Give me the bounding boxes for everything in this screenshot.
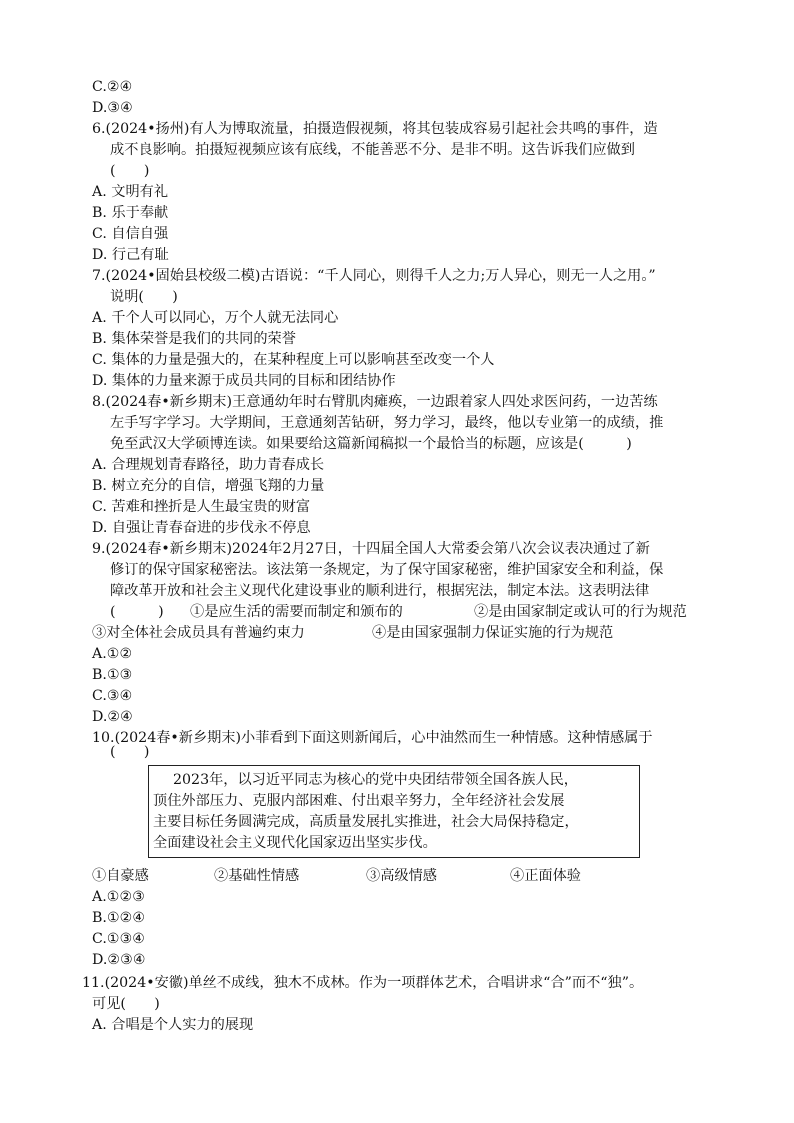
option-text: ②④: [106, 79, 133, 95]
option-label: D.: [92, 952, 108, 968]
option-text: 千个人可以同心，万个人就无法同心: [111, 310, 339, 326]
option-text: ③④: [106, 688, 133, 704]
option-text: ①③: [106, 667, 133, 683]
option-text: 集体的力量是强大的，在某种程度上可以影响甚至改变一个人: [111, 352, 495, 368]
choice-2: ②基础性情感: [214, 868, 300, 884]
option-b: [92, 476, 324, 496]
option-label: A.: [92, 457, 107, 473]
option-d: [92, 371, 396, 391]
option-a: [92, 1015, 253, 1035]
question-text: (2024春•新乡期末)2024年2月27日，十四届全国人大常委会第八次会议表决通过了新: [105, 541, 650, 557]
option-label: A.: [92, 184, 107, 200]
question-10-stem: [92, 728, 653, 748]
option-label: A.: [92, 310, 107, 326]
option-label: D.: [92, 100, 108, 116]
choice-3: ③高级情感: [366, 868, 437, 884]
news-line: 主要目标任务圆满完成，高质量发展扎实推进，社会大局保持稳定，: [153, 814, 579, 830]
question-text: (2024春•新乡期末)王意通幼年时右臂肌肉瘫痪，一边跟着家人四处求医问药，一边苦练: [105, 394, 658, 410]
option-label: A.: [92, 646, 107, 662]
question-8-stem-cont: 免至武汉大学硕博连读。如果要给这篇新闻稿拟一个最恰当的标题，应该是( ): [110, 436, 632, 452]
question-6-stem: [92, 119, 658, 139]
option-a: [92, 182, 168, 202]
option-c: [92, 929, 145, 949]
news-line: 顶住外部压力、克服内部困难、付出艰辛努力，全年经济社会发展: [153, 793, 565, 809]
option-b: [92, 329, 296, 349]
option-label: C.: [92, 226, 107, 242]
option-text: ①③④: [106, 931, 146, 947]
option-text: ①②: [106, 646, 133, 662]
choice-1: ①自豪感: [92, 868, 149, 884]
option-text: ③④: [107, 100, 133, 116]
statement-1: ①是应生活的需要而制定和颁布的: [190, 604, 403, 620]
option-c: [92, 350, 494, 370]
option-label: D.: [92, 373, 108, 389]
option-b: [92, 203, 168, 223]
option-label: A.: [92, 1017, 107, 1033]
question-10-blank: ( ): [110, 744, 150, 760]
statement-2: ②是由国家制定或认可的行为规范: [474, 604, 687, 620]
question-number: 9.: [92, 541, 106, 557]
option-text: ②④: [107, 709, 133, 725]
question-9-blank: ( ): [110, 604, 164, 620]
option-c: [92, 77, 132, 97]
option-text: ②③④: [107, 952, 146, 968]
option-text: ①②③: [106, 889, 145, 905]
question-text: (2024•安徽)单丝不成线，独木不成林。作为一项群体艺术，合唱讲求“合”而不“独”。: [104, 975, 644, 991]
option-a: [92, 455, 324, 475]
option-text: 乐于奉献: [111, 205, 169, 221]
option-text: ①②④: [106, 910, 146, 926]
option-b: [92, 665, 132, 685]
question-number: 6.: [92, 121, 106, 137]
option-text: 行己有耻: [111, 247, 169, 263]
option-text: 合唱是个人实力的展现: [111, 1017, 254, 1033]
option-a: [92, 644, 132, 664]
option-a: [92, 887, 145, 907]
statement-4: ④是由国家强制力保证实施的行为规范: [372, 625, 614, 641]
question-8-stem-cont: 左手写字学习。大学期间，王意通刻苦钻研，努力学习，最终，他以专业第一的成绩，推: [110, 415, 664, 431]
option-text: 树立充分的自信，增强飞翔的力量: [111, 478, 325, 494]
question-6-blank: ( ): [110, 163, 150, 179]
option-label: B.: [92, 331, 107, 347]
option-b: [92, 908, 145, 928]
question-number: 8.: [92, 394, 106, 410]
option-a: [92, 308, 338, 328]
option-label: D.: [92, 247, 108, 263]
option-label: B.: [92, 667, 107, 683]
option-c: [92, 224, 168, 244]
option-label: D.: [92, 709, 108, 725]
question-number: 10.: [92, 730, 115, 746]
news-line: 2023年，以习近平同志为核心的党中央团结带领全国各族人民，: [173, 772, 578, 788]
question-7-stem: [92, 266, 656, 286]
option-d: [92, 518, 311, 538]
question-number: 11.: [82, 975, 105, 991]
question-11-stem-cont: 可见( ): [92, 996, 160, 1012]
option-label: B.: [92, 910, 107, 926]
option-label: D.: [92, 520, 108, 536]
option-label: C.: [92, 688, 107, 704]
news-excerpt-box: [148, 765, 640, 858]
question-6-stem-cont: 成不良影响。拍摄短视频应该有底线，不能善恶不分、是非不明。这告诉我们应做到: [110, 142, 635, 158]
option-d: [92, 707, 133, 727]
option-text: 苦难和挫折是人生最宝贵的财富: [111, 499, 311, 515]
option-text: 文明有礼: [111, 184, 169, 200]
question-text: (2024•固始县校级二模)古语说：“千人同心，则得千人之力;万人异心，则无一人之用。”: [105, 268, 656, 284]
option-text: 集体的力量来源于成员共同的目标和团结协作: [111, 373, 396, 389]
option-label: C.: [92, 499, 107, 515]
option-d: [92, 245, 169, 265]
option-label: C.: [92, 352, 107, 368]
option-text: 自信自强: [111, 226, 169, 242]
option-text: 自强让青春奋进的步伐永不停息: [111, 520, 311, 536]
news-line: 全面建设社会主义现代化国家迈出坚实步伐。: [153, 835, 437, 851]
question-7-stem-cont: 说明( ): [110, 289, 178, 305]
choice-4: ④正面体验: [510, 868, 581, 884]
statement-3: ③对全体社会成员具有普遍约束力: [92, 625, 305, 641]
question-text: (2024•扬州)有人为博取流量，拍摄造假视频，将其包装成容易引起社会共鸣的事件，造: [105, 121, 658, 137]
option-text: 合理规划青春路径，助力青春成长: [111, 457, 325, 473]
option-c: [92, 497, 310, 517]
option-d: [92, 98, 133, 118]
option-d: [92, 950, 146, 970]
option-label: A.: [92, 889, 107, 905]
question-8-stem: [92, 392, 658, 412]
option-label: C.: [92, 79, 107, 95]
question-9-stem: [92, 539, 650, 559]
option-label: B.: [92, 205, 107, 221]
question-text: (2024春•新乡期末)小菲看到下面这则新闻后，心中油然而生一种情感。这种情感属于: [114, 730, 653, 746]
question-number: 7.: [92, 268, 106, 284]
question-11-stem: [82, 973, 643, 993]
question-9-stem-cont: 障改革开放和社会主义现代化建设事业的顺利进行，根据宪法，制定本法。这表明法律: [110, 583, 650, 599]
option-label: B.: [92, 478, 107, 494]
option-c: [92, 686, 132, 706]
question-9-stem-cont: 修订的保守国家秘密法。该法第一条规定，为了保守国家秘密，维护国家安全和利益，保: [110, 562, 664, 578]
option-text: 集体荣誉是我们的共同的荣誉: [111, 331, 296, 347]
option-label: C.: [92, 931, 107, 947]
